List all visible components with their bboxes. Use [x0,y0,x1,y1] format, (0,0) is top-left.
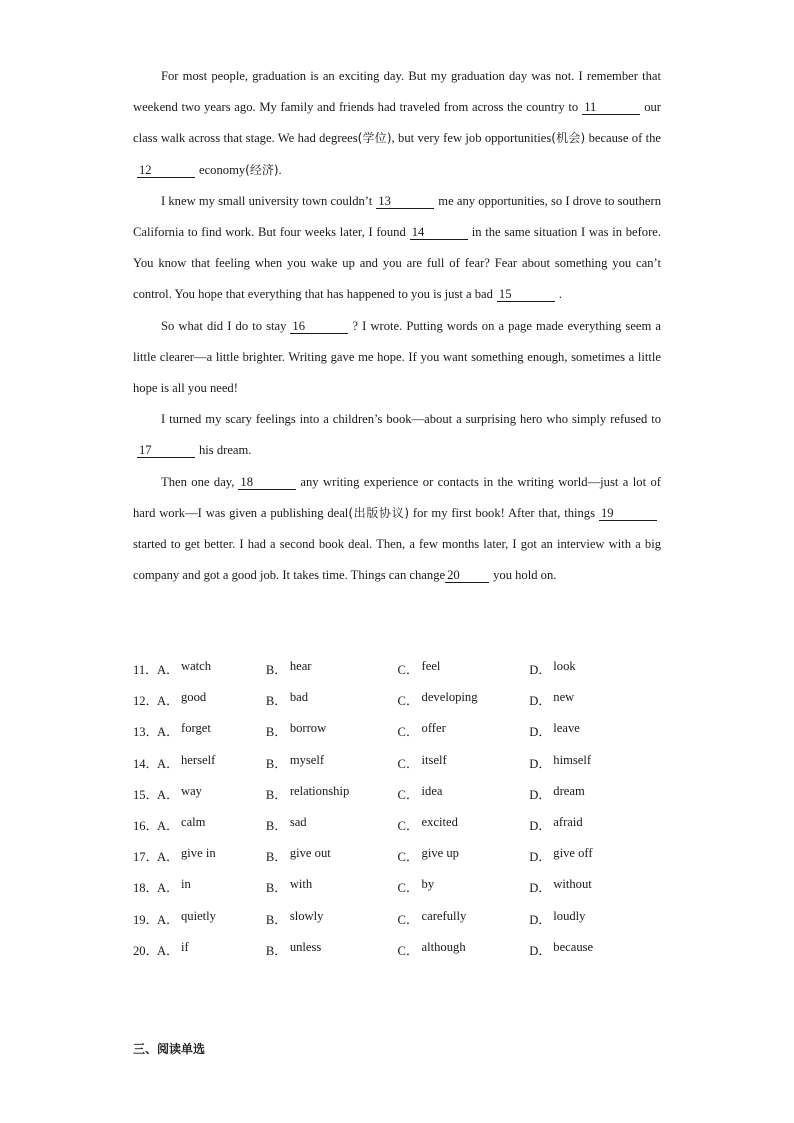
text: any writing experience or contacts in the writing world—just a lot of hard work—I was given a publishing deal [133,474,661,520]
option-letter: A． [157,881,179,896]
text: , but very few job opportunities [391,131,552,146]
option-text: loudly [553,908,586,923]
option-letter: D． [529,694,551,709]
option-letter: B． [265,881,287,896]
option-a[interactable] [157,784,266,803]
option-letter: A． [157,819,179,834]
option-a[interactable] [157,940,266,959]
text: you hold on. [493,568,557,583]
option-text: way [181,783,202,798]
option-text: idea [421,783,443,798]
option-text: myself [289,752,325,767]
blank-19[interactable]: 19 [599,506,657,521]
text: . [278,162,282,177]
option-c[interactable] [398,909,530,928]
option-a[interactable] [157,815,266,834]
option-letter: A． [157,787,179,802]
option-letter: D． [529,943,551,958]
option-b[interactable] [266,940,398,959]
option-letter: D． [529,663,551,678]
text: For most people, graduation is an exciting day. But my graduation day was not. I remember that weekend two years ago. My family and friends had traveled from across the country to [133,69,661,115]
text: for my first book! After that, things [409,505,595,520]
option-letter: C． [397,756,419,771]
option-b[interactable] [266,721,398,740]
question-number: 20． [133,943,159,958]
option-d[interactable] [529,846,661,865]
blank-18[interactable]: 18 [238,475,296,490]
option-letter: A． [157,756,179,771]
option-a[interactable] [157,690,266,709]
question-row [133,778,661,809]
option-letter: B． [265,912,287,927]
question-number: 14． [133,756,159,771]
option-d[interactable] [529,877,661,896]
option-c[interactable] [398,721,530,740]
option-letter: B． [265,819,287,834]
option-letter: B． [265,725,287,740]
chinese-gloss: (经济) [245,162,279,177]
option-text: leave [553,721,580,736]
option-c[interactable] [398,877,530,896]
option-letter: C． [397,943,419,958]
option-a[interactable] [157,877,266,896]
option-letter: A． [157,694,179,709]
option-a[interactable] [157,721,266,740]
text: I knew my small university town couldn’t [161,193,373,208]
option-text: if [181,939,189,954]
option-letter: D． [529,819,551,834]
option-text: give up [421,846,459,861]
option-letter: B． [265,850,287,865]
option-text: unless [289,939,322,954]
option-a[interactable] [157,909,266,928]
question-row [133,715,661,746]
option-text: relationship [289,783,350,798]
option-text: developing [421,690,478,705]
option-letter: B． [265,943,287,958]
option-letter: A． [157,912,179,927]
option-letter: C． [397,881,419,896]
paragraph-5 [133,467,661,592]
text: our class walk across that stage. We had degrees [133,100,661,146]
option-text: itself [421,752,447,767]
option-d[interactable] [529,940,661,959]
option-text: hear [289,659,312,674]
text: because of the [585,131,661,146]
question-number: 12． [133,694,159,709]
option-text: borrow [289,721,327,736]
option-text: offer [421,721,446,736]
chinese-gloss: (学位) [357,131,392,146]
option-text: although [421,939,466,954]
question-row [133,809,661,840]
paragraph-3 [133,311,661,405]
option-letter: B． [265,694,287,709]
option-text: with [289,877,313,892]
blank-20[interactable]: 20 [445,568,489,583]
option-b[interactable] [266,846,398,865]
option-letter: D． [529,881,551,896]
text: So what did I do to stay [161,318,287,333]
option-b[interactable] [266,877,398,896]
option-a[interactable] [157,753,266,772]
text: . [558,287,563,302]
option-text: himself [553,752,592,767]
option-b[interactable] [266,690,398,709]
option-text: look [553,659,576,674]
option-d[interactable] [529,659,661,678]
option-b[interactable] [266,784,398,803]
option-letter: C． [397,787,419,802]
text: ? I wrote. Putting words on a page made everything seem a little clearer—a little brighter. Writing gave me hope. If you want something enough, sometimes a little hope is all you need! [133,318,661,396]
option-text: slowly [289,908,324,923]
option-c[interactable] [398,753,530,772]
option-text: because [553,939,594,954]
option-letter: C． [397,850,419,865]
option-letter: C． [397,725,419,740]
blank-13[interactable]: 13 [376,194,434,209]
option-a[interactable] [157,846,266,865]
blank-14[interactable]: 14 [410,225,468,240]
option-text: by [421,877,435,892]
option-d[interactable] [529,753,661,772]
option-b[interactable] [266,659,398,678]
option-text: in [181,877,191,892]
question-row [133,903,661,934]
option-letter: B． [265,663,287,678]
option-text: herself [181,752,216,767]
section-title: 三、阅读单选 [133,1042,206,1056]
question-row [133,934,661,965]
text: his dream. [199,443,252,458]
paragraph-2 [133,186,661,311]
option-letter: C． [397,819,419,834]
passage [133,61,661,591]
question-number: 17． [133,850,159,865]
question-number: 16． [133,819,159,834]
option-text: new [553,690,575,705]
option-d[interactable] [529,815,661,834]
paragraph-1 [133,61,661,186]
option-text: dream [553,783,585,798]
option-letter: D． [529,725,551,740]
option-text: carefully [421,908,467,923]
option-text: good [181,690,207,705]
option-c[interactable] [398,846,530,865]
option-text: give in [181,846,216,861]
option-a[interactable] [157,659,266,678]
option-c[interactable] [398,690,530,709]
question-row [133,684,661,715]
option-text: forget [181,721,211,736]
text: I turned my scary feelings into a children’s book—about a surprising hero who simply refused to [161,412,661,427]
option-text: feel [421,659,441,674]
option-letter: D． [529,850,551,865]
question-row [133,747,661,778]
question-number: 13． [133,725,159,740]
question-row [133,871,661,902]
text: Then one day, [161,474,235,489]
option-c[interactable] [398,815,530,834]
text: in the same situation I was in before. You know that feeling when you wake up and you are full of fear? Fear about something you can’t control. You hope that everything that has happened to you is just a bad [133,225,661,302]
option-letter: B． [265,787,287,802]
question-number: 19． [133,912,159,927]
option-text: watch [181,659,212,674]
option-text: excited [421,815,458,830]
text: economy [199,162,246,177]
blank-12[interactable]: 12 [137,163,195,178]
option-letter: C． [397,912,419,927]
option-text: calm [181,815,206,830]
option-letter: A． [157,663,179,678]
option-text: quietly [181,908,216,923]
option-b[interactable] [266,909,398,928]
option-text: afraid [553,815,583,830]
question-number: 11． [133,663,158,678]
option-letter: D． [529,787,551,802]
option-d[interactable] [529,784,661,803]
option-letter: C． [397,663,419,678]
question-number: 15． [133,787,159,802]
option-b[interactable] [266,753,398,772]
chinese-gloss: (出版协议) [348,505,410,520]
option-letter: A． [157,725,179,740]
option-d[interactable] [529,690,661,709]
chinese-gloss: (机会) [551,131,586,146]
option-text: give off [553,846,593,861]
blank-15[interactable]: 15 [497,287,555,302]
option-text: without [553,877,592,892]
option-b[interactable] [266,815,398,834]
question-row [133,653,661,684]
option-letter: A． [157,850,179,865]
option-c[interactable] [398,784,530,803]
option-c[interactable] [398,659,530,678]
option-letter: D． [529,912,551,927]
text: started to get better. I had a second book deal. Then, a few months later, I got an interview with a big company and got a good job. It takes time. Things can change [133,537,661,583]
blank-11[interactable]: 11 [582,100,640,115]
blank-17[interactable]: 17 [137,443,195,458]
options-list [133,653,661,965]
option-c[interactable] [398,940,530,959]
question-row [133,840,661,871]
option-letter: C． [397,694,419,709]
option-text: give out [289,846,331,861]
option-letter: A． [157,943,179,958]
paragraph-4 [133,404,661,466]
option-d[interactable] [529,721,661,740]
option-letter: B． [265,756,287,771]
option-d[interactable] [529,909,661,928]
blank-16[interactable]: 16 [290,319,348,334]
option-text: bad [289,690,308,705]
option-letter: D． [529,756,551,771]
option-text: sad [289,815,307,830]
question-number: 18． [133,881,159,896]
text: me any opportunities, so I drove to southern California to find work. But four weeks later, I found [133,193,662,240]
